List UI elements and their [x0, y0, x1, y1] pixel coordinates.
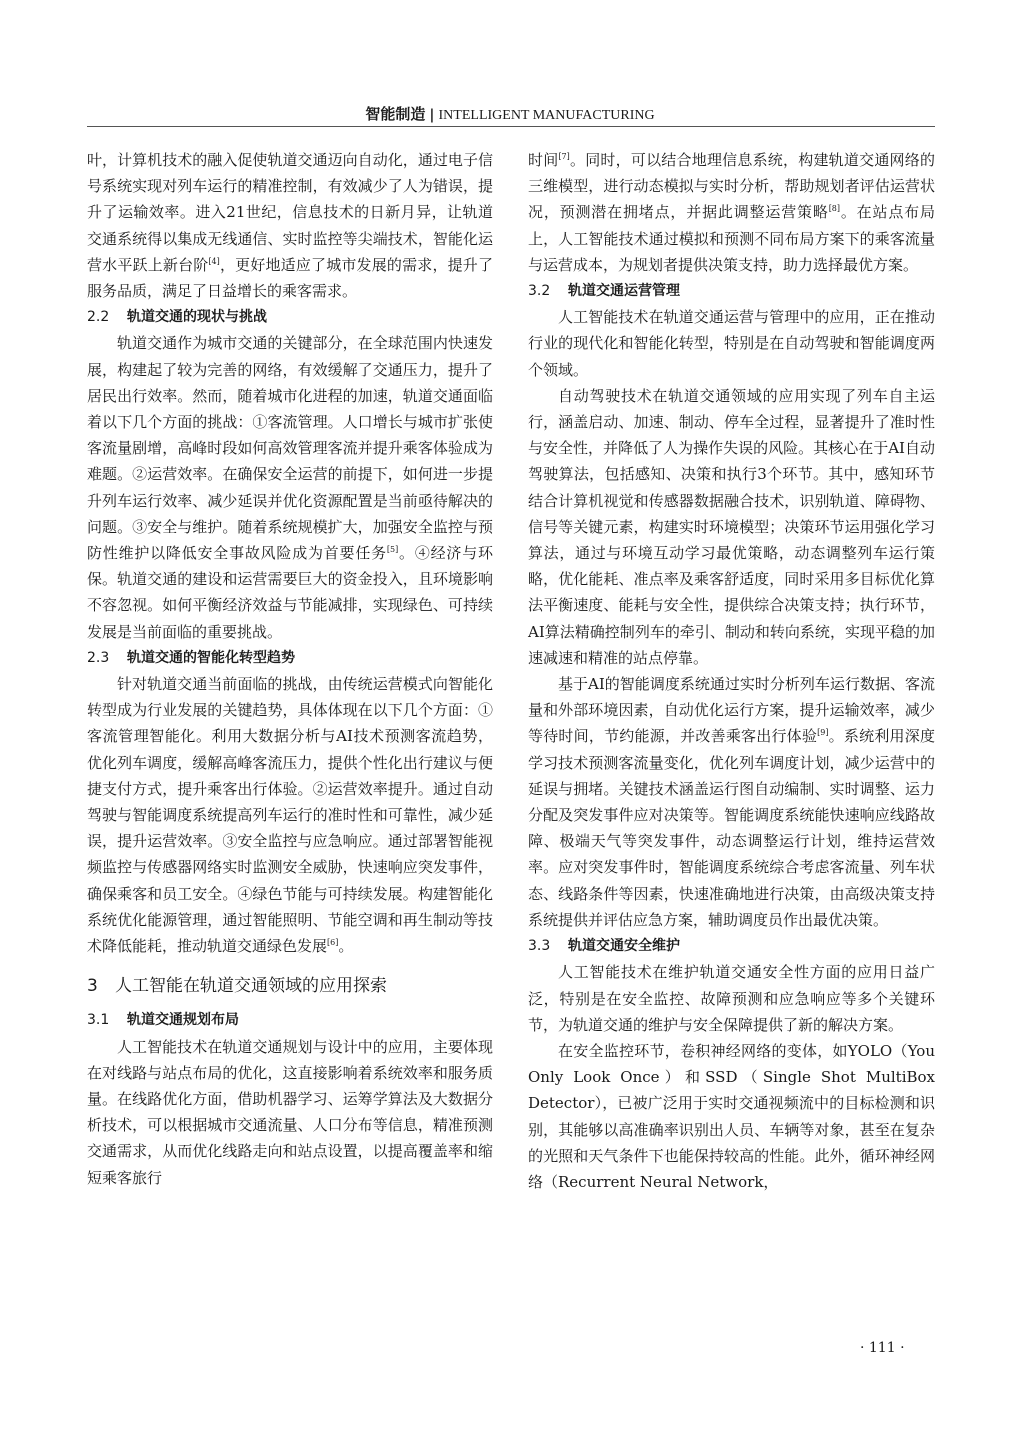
text-run: 自动驾驶技术在轨道交通领域的应用实现了列车自主运行，涵盖启动、加速、制动、停车全过程，显著提升了准时性与安全性，并降低了人为操作失误的风险。其核心在于AI自动驾驶算法，包括感知、决策和执行3个环节。其中，感知环节结合计算机视觉和传感器数据融合技术，识别轨道、障碍物、信号等关键元素，构建实时环境模型；决策环节运用强化学习算法，通过与环境互动学习最优策略，动态调整列车运行策略，优化能耗、准点率及乘客舒适度，同时采用多目标优化算法平衡速度、能耗与安全性，提供综合决策支持；执行环节，AI算法精确控制列车的牵引、制动和转向系统，实现平稳的加速减速和精准的站点停靠。 — [528, 386, 935, 667]
page-number: · 111 · — [860, 1340, 905, 1356]
heading-number: 2.3 — [87, 649, 110, 666]
subsection-heading — [87, 1007, 493, 1033]
right-column — [528, 147, 935, 1195]
citation-ref: [7] — [558, 152, 570, 161]
citation-ref: [6] — [327, 938, 339, 948]
header-separator: | — [429, 107, 435, 123]
text-run: 。系统利用深度学习技术预测客流量变化，优化列车调度计划，减少运营中的延误与拥堵。关键技术涵盖运行图自动编制、实时调整、运力分配及突发事件应对决策等。智能调度系统能快速响应线路故障、极端天气等突发事件，动态调整运行计划，维持运营效率。应对突发事件时，智能调度系统综合考虑客流量、列车状态、线路条件等因素，快速准确地进行决策，由高级决策支持系统提供并评估应急方案，辅助调度员作出最优决策。 — [528, 727, 935, 929]
subsection-heading — [87, 304, 493, 330]
heading-text: 轨道交通的智能化转型趋势 — [127, 649, 295, 666]
text-run: 。同时，可以结合地理信息系统，构建轨道交通网络的三维模型，进行动态模拟与实时分析，帮助规划者评估运营状况，预测潜在拥堵点，并据此调整运营策略 — [528, 151, 935, 222]
paragraph — [528, 959, 935, 1038]
text-run: 。在站点布局上，人工智能技术通过模拟和预测不同布局方案下的乘客流量与运营成本，为规划者提供决策支持，助力选择最优方案。 — [528, 203, 935, 274]
citation-ref: [8] — [828, 204, 841, 214]
heading-number: 3.2 — [528, 283, 551, 300]
heading-text: 人工智能在轨道交通领域的应用探索 — [115, 976, 387, 997]
heading-number: 2.2 — [87, 309, 110, 326]
journal-section-en: INTELLIGENT MANUFACTURING — [438, 108, 655, 123]
heading-number: 3.3 — [528, 938, 551, 955]
journal-section-cn: 智能制造 — [365, 105, 426, 123]
section-heading — [87, 973, 493, 999]
text-run: 人工智能技术在轨道交通规划与设计中的应用，主要体现在对线路与站点布局的优化，这直接影响着系统效率和服务质量。在线路优化方面，借助机器学习、运筹学算法及大数据分析技术，可以根据城市交通流量、人口分布等信息，精准预测交通需求，从而优化线路走向和站点设置，以提高覆盖率和缩短乘客旅行 — [87, 1037, 493, 1187]
header-rule — [87, 126, 935, 127]
left-column — [87, 147, 493, 1191]
paragraph — [528, 383, 935, 671]
text-run: 针对轨道交通当前面临的挑战，由传统运营模式向智能化转型成为行业发展的关键趋势，具体体现在以下几个方面：①客流管理智能化。利用大数据分析与AI技术预测客流趋势，优化列车调度，缓解高峰客流压力，提供个性化出行建议与便捷支付方式，提升乘客出行体验。②运营效率提升。通过自动驾驶与智能调度系统提高列车运行的准时性和可靠性，减少延误，提升运营效率。③安全监控与应急响应。通过部署智能视频监控与传感器网络实时监测安全威胁，快速响应突发事件，确保乘客和员工安全。④绿色节能与可持续发展。构建智能化系统优化能源管理，通过智能照明、节能空调和再生制动等技术降低能耗，推动轨道交通绿色发展 — [87, 675, 493, 956]
paragraph — [87, 330, 493, 644]
text-run: 人工智能技术在维护轨道交通安全性方面的应用日益广泛，特别是在安全监控、故障预测和应急响应等多个关键环节，为轨道交通的维护与安全保障提供了新的解决方案。 — [528, 963, 935, 1034]
paragraph — [528, 147, 935, 278]
text-run: 时间 — [528, 151, 559, 169]
paragraph — [87, 147, 493, 304]
heading-number: 3 — [87, 976, 98, 997]
text-run: 人工智能技术在轨道交通运营与管理中的应用，正在推动行业的现代化和智能化转型，特别是在自动驾驶和智能调度两个领域。 — [528, 308, 935, 379]
citation-ref: [5] — [386, 545, 399, 555]
citation-ref: [9] — [817, 728, 829, 738]
text-run: ，更好地适应了城市发展的需求，提升了服务品质，满足了日益增长的乘客需求。 — [87, 255, 493, 301]
heading-text: 轨道交通规划布局 — [127, 1012, 239, 1029]
paragraph — [87, 1034, 493, 1191]
text-run: 。④经济与环保。轨道交通的建设和运营需要巨大的资金投入，且环境影响不容忽视。如何平衡经济效益与节能减排，实现绿色、可持续发展是当前面临的重要挑战。 — [87, 544, 493, 641]
paragraph — [528, 1038, 935, 1195]
heading-text: 轨道交通安全维护 — [568, 938, 680, 955]
text-run: 轨道交通作为城市交通的关键部分，在全球范围内快速发展，构建起了较为完善的网络，有效缓解了交通压力，提升了居民出行效率。然而，随着城市化进程的加速，轨道交通面临着以下几个方面的挑战：①客流管理。人口增长与城市扩张使客流量剧增，高峰时段如何高效管理客流并提升乘客体验成为难题。②运营效率。在确保安全运营的前提下，如何进一步提升列车运行效率、减少延误并优化资源配置是当前亟待解决的问题。③安全与维护。随着系统规模扩大，加强安全监控与预防性维护以降低安全事故风险成为首要任务 — [87, 334, 493, 563]
text-run: 基于AI的智能调度系统通过实时分析列车运行数据、客流量和外部环境因素，自动优化运行方案，提升运输效率，减少等待时间，节约能源，并改善乘客出行体验 — [528, 675, 935, 746]
text-run: 叶，计算机技术的融入促使轨道交通迈向自动化，通过电子信号系统实现对列车运行的精准控制，有效减少了人为错误，提升了运输效率。进入21世纪，信息技术的日新月异，让轨道交通系统得以集成无线通信、实时监控等尖端技术，智能化运营水平跃上新台阶 — [87, 151, 493, 274]
text-run: 。 — [338, 937, 354, 956]
paragraph — [528, 671, 935, 933]
heading-text: 轨道交通的现状与挑战 — [127, 309, 267, 326]
paragraph — [87, 671, 493, 959]
heading-text: 轨道交通运营管理 — [568, 283, 680, 300]
paragraph — [528, 304, 935, 383]
subsection-heading — [87, 645, 493, 671]
subsection-heading — [528, 278, 935, 304]
text-run: 在安全监控环节，卷积神经网络的变体，如YOLO（You Only Look Once）和SSD（Single Shot MultiBox Detector），已被广泛用于实时交通视频流中的目标检测和识别，其能够以高准确率识别出人员、车辆等对象，甚至在复杂的光照和天气条件下也能保持较高的性能。此外，循环神经网络（Recurrent Neural Network， — [528, 1041, 935, 1191]
subsection-heading — [528, 933, 935, 959]
running-header — [0, 103, 1020, 124]
citation-ref: [4] — [208, 256, 220, 266]
heading-number: 3.1 — [87, 1012, 110, 1029]
